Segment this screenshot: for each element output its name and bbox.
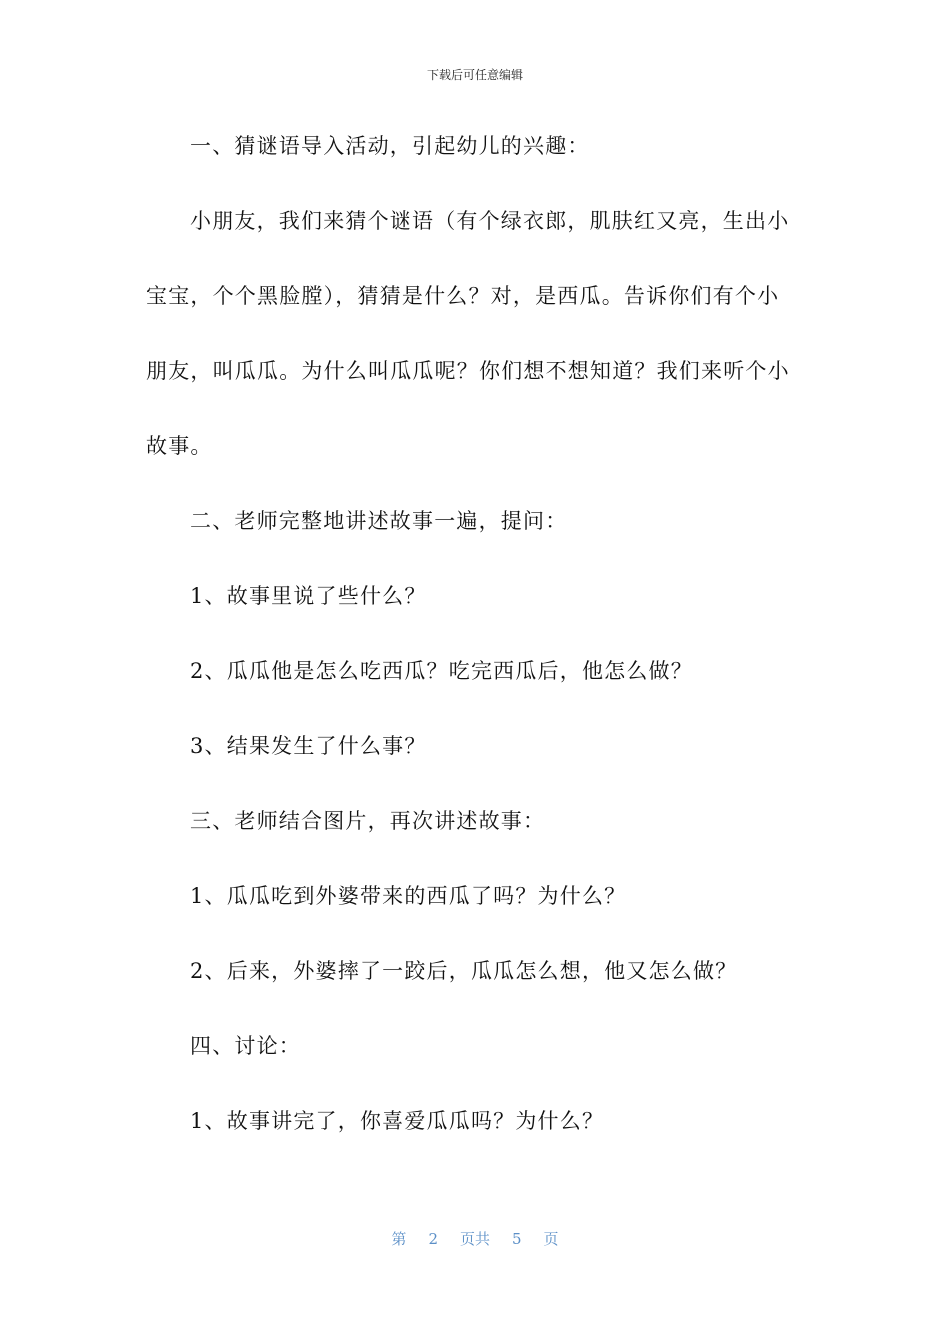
paragraph-line: 宝宝，个个黑脸膛），猜猜是什么？对，是西瓜。告诉你们有个小 [146, 284, 780, 308]
list-item: 2、瓜瓜他是怎么吃西瓜？吃完西瓜后，他怎么做？ [190, 659, 693, 683]
footer-total-pages: 5 [512, 1230, 522, 1248]
section-heading-2: 二、老师完整地讲述故事一遍，提问： [190, 509, 568, 533]
list-item: 1、故事讲完了，你喜爱瓜瓜吗？为什么？ [190, 1109, 605, 1133]
page-footer [0, 1229, 950, 1249]
list-item: 3、结果发生了什么事？ [190, 734, 427, 758]
section-heading-1: 一、猜谜语导入活动，引起幼儿的兴趣： [190, 134, 590, 158]
paragraph-line: 故事。 [146, 434, 213, 458]
paragraph-line: 朋友，叫瓜瓜。为什么叫瓜瓜呢？你们想不想知道？我们来听个小 [146, 359, 790, 383]
list-item: 1、故事里说了些什么？ [190, 584, 427, 608]
section-heading-3: 三、老师结合图片，再次讲述故事： [190, 809, 546, 833]
section-heading-4: 四、讨论： [190, 1034, 301, 1058]
paragraph-line: 小朋友，我们来猜个谜语（有个绿衣郎，肌肤红又亮，生出小 [190, 209, 790, 233]
footer-prefix: 第 [391, 1230, 407, 1248]
list-item: 1、瓜瓜吃到外婆带来的西瓜了吗？为什么？ [190, 884, 627, 908]
document-body [146, 128, 806, 1141]
footer-middle: 页共 [459, 1230, 490, 1248]
page-header: 下载后可任意编辑 [426, 68, 523, 82]
footer-page-number: 2 [428, 1230, 438, 1248]
footer-suffix: 页 [543, 1230, 559, 1248]
list-item: 2、后来，外婆摔了一跤后，瓜瓜怎么想，他又怎么做？ [190, 959, 738, 983]
